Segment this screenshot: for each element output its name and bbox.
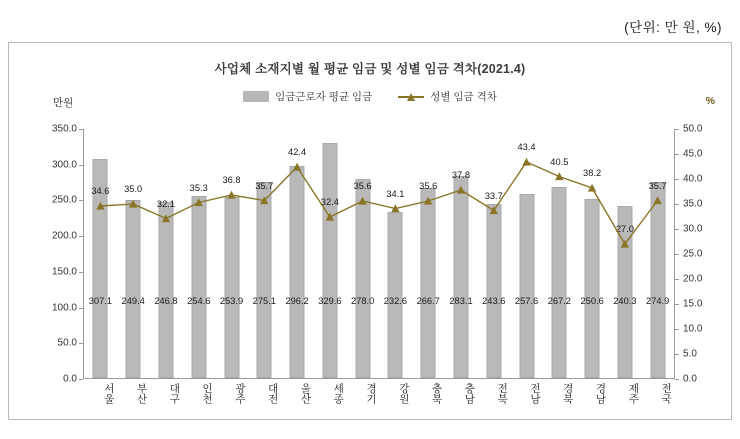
legend-item-line [398,89,497,104]
line-value-label: 33.7 [484,190,503,201]
bar-value-label: 240.3 [613,296,637,306]
line-value-label: 32.4 [320,197,339,207]
x-axis-tick-label: 울산 [299,383,312,404]
line-marker [555,172,563,180]
line-marker [358,197,366,205]
y-axis-right-tickmark [675,179,679,180]
line-series [83,129,675,379]
x-axis-tick-label: 경북 [561,383,574,404]
x-axis-tick-label: 강원 [397,383,410,404]
bar-value-label: 296.2 [285,296,309,306]
y-axis-right-tickmark [675,329,679,330]
x-axis-tick-label: 전국 [660,383,673,404]
y-axis-right-tick-label: 35.0 [683,198,703,210]
x-axis-tick-label: 충북 [430,383,443,404]
x-axis-tick-label: 부산 [135,383,148,404]
y-axis-right-tickmark [675,229,679,230]
line-path [100,162,657,244]
y-axis-left-tick-label: 150.0 [51,266,77,278]
line-marker [522,158,530,166]
y-axis-right-tickmark [675,204,679,205]
y-axis-left-tickmark [79,379,83,380]
bar-value-label: 232.6 [383,296,408,306]
chart-legend [9,89,731,104]
y-axis-right-tick-label: 0.0 [683,373,697,385]
y-axis-left-tick-label: 250.0 [51,194,77,206]
line-value-label: 42.4 [288,147,307,157]
line-marker [162,214,170,222]
bar-value-label: 275.1 [252,296,276,306]
y-axis-right-tick-label: 10.0 [683,323,703,335]
bar-value-label: 254.6 [187,296,211,306]
bar-value-label: 274.9 [646,296,670,306]
y-axis-right-tickmark [675,304,679,305]
y-axis-left-tick-label: 100.0 [51,302,77,314]
y-axis-right-tick-label: 40.0 [683,173,703,185]
x-axis-tick-label: 충남 [463,383,476,404]
x-axis-labels [84,383,674,439]
chart-frame [8,42,732,420]
y-axis-right-tick-label: 45.0 [683,148,703,160]
bar-value-label: 249.4 [121,296,145,306]
y-axis-left-tick-label: 350.0 [51,123,77,135]
y-axis-right-tick-label: 5.0 [683,348,697,360]
line-marker [326,213,334,221]
bar-value-label: 307.1 [88,296,113,306]
y-axis-left-tick-label: 300.0 [51,159,77,171]
y-axis-right-tick-label: 30.0 [683,223,703,235]
line-value-label: 35.6 [353,181,372,191]
bar-value-label: 329.6 [318,296,342,306]
line-value-label: 36.8 [222,175,241,185]
x-axis-tick-label: 경남 [594,383,607,404]
x-axis-tick-label: 대구 [168,383,181,404]
legend-line-swatch [398,91,424,102]
line-marker [293,163,301,171]
line-marker [490,206,498,214]
unit-note: (단위: 만 원, %) [624,20,722,35]
bar-value-label: 253.9 [219,296,244,306]
y-axis-right-tick-label: 20.0 [683,273,703,285]
bar-value-label: 246.8 [154,296,178,306]
line-value-label: 35.0 [124,184,143,194]
x-axis-tick-label: 전북 [496,383,509,404]
bar-value-label: 257.6 [514,296,539,306]
legend-line-label: 성별 임금 격차 [430,91,497,103]
bar-value-label: 267.2 [547,296,571,306]
bar-value-label: 243.6 [482,296,506,306]
line-value-label: 35.3 [189,182,208,193]
legend-item-bar [243,89,372,104]
y-axis-left-unit-label: 만원 [53,97,74,109]
legend-bar-label: 임금근로자 평균 임금 [275,91,373,103]
x-axis-tick-label: 대전 [266,383,279,404]
line-value-label: 37.8 [451,170,471,180]
bar-value-label: 250.6 [580,296,604,306]
line-value-label: 34.6 [91,186,110,196]
x-axis-tick-label: 제주 [627,383,640,404]
line-marker [227,191,235,199]
y-axis-right-tick-label: 15.0 [683,298,703,310]
y-axis-right-tickmark [675,279,679,280]
line-marker [653,196,661,204]
plot-area [51,123,703,385]
y-axis-left-tick-label: 200.0 [51,230,77,242]
line-value-label: 43.4 [517,142,536,152]
line-value-label: 32.1 [156,198,176,209]
line-value-label: 27.0 [615,224,634,234]
y-axis-left-tick-label: 0.0 [63,373,77,385]
x-axis-tick-label: 인천 [201,383,214,404]
y-axis-right-tickmark [675,254,679,255]
x-axis-tick-label: 경기 [365,383,378,404]
y-axis-right-tickmark [675,354,679,355]
line-value-label: 34.1 [386,188,405,199]
y-axis-right-tickmark [675,154,679,155]
y-axis-right-tick-label: 25.0 [683,248,703,260]
x-axis-tick-label: 서울 [102,383,115,404]
line-marker [457,186,465,194]
line-value-label: 35.6 [419,181,438,191]
y-axis-right-tick-label: 50.0 [683,123,703,135]
y-axis-right-tickmark [675,379,679,380]
x-axis-tick-label: 세종 [332,383,345,404]
x-axis-tick-label: 광주 [233,383,246,404]
bar-value-label: 278.0 [351,296,375,306]
x-axis-tick-label: 전남 [528,383,541,404]
y-axis-right-tickmark [675,129,679,130]
bar-value-label: 283.1 [449,296,473,306]
line-value-label: 35.7 [255,180,274,191]
bar-value-label: 266.7 [416,296,440,306]
line-value-label: 40.5 [550,156,569,167]
line-value-label: 38.2 [583,168,602,178]
line-value-label: 35.7 [648,180,667,191]
y-axis-right-unit-label: % [705,95,715,107]
legend-bar-swatch [243,91,269,102]
chart-title: 사업체 소재지별 월 평균 임금 및 성별 임금 격차(2021.4) [214,62,526,76]
y-axis-left-tick-label: 50.0 [57,337,77,349]
